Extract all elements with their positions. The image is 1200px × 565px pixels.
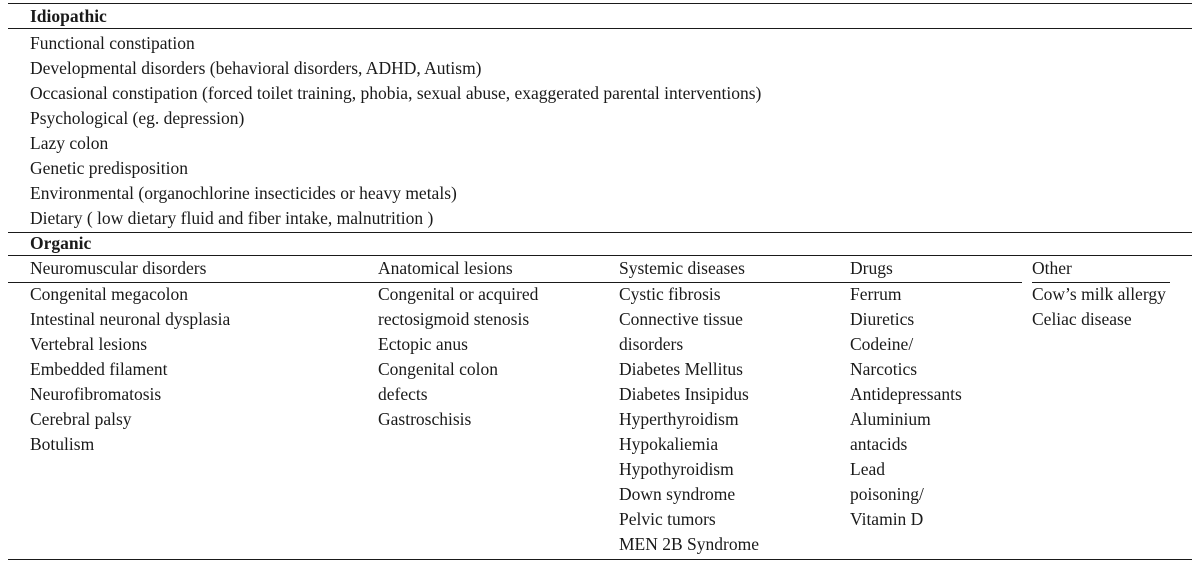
list-item: Pelvic tumors [619,509,716,529]
column-header-other: Other [1032,258,1072,278]
list-item: Psychological (eg. depression) [30,108,245,128]
drugs-list [850,282,962,532]
list-item: Congenital or acquired [378,284,539,304]
table-bottom-rule [8,559,1192,560]
list-item: Hypokaliemia [619,434,719,454]
idiopathic-heading: Idiopathic [30,6,107,26]
list-item: Hypothyroidism [619,459,734,479]
list-item: Embedded filament [30,359,168,379]
systemic-list [619,282,759,557]
column-header-anatomical: Anatomical lesions [378,258,513,278]
list-item: rectosigmoid stenosis [378,309,530,329]
list-item: Neurofibromatosis [30,384,162,404]
list-item: poisoning/ [850,484,924,504]
list-item: Congenital colon [378,359,499,379]
list-item: MEN 2B Syndrome [619,534,759,554]
list-item: defects [378,384,428,404]
column-header-systemic: Systemic diseases [619,258,745,278]
list-item: Diabetes Insipidus [619,384,749,404]
list-item: Celiac disease [1032,309,1132,329]
list-item: Connective tissue [619,309,743,329]
idiopathic-heading-rule [8,28,1192,29]
list-item: Down syndrome [619,484,736,504]
list-item: Occasional constipation (forced toilet training, phobia, sexual abuse, exaggerated parental interventions) [30,83,762,103]
list-item: Congenital megacolon [30,284,188,304]
list-item: Vitamin D [850,509,924,529]
list-item: Ferrum [850,284,902,304]
column-header-drugs: Drugs [850,258,893,278]
list-item: Diabetes Mellitus [619,359,743,379]
list-item: antacids [850,434,908,454]
organic-top-rule [8,232,1192,233]
list-item: Cow’s milk allergy [1032,284,1166,304]
other-list [1032,282,1166,332]
list-item: Botulism [30,434,95,454]
list-item: Cerebral palsy [30,409,132,429]
list-item: Ectopic anus [378,334,468,354]
list-item: disorders [619,334,684,354]
list-item: Developmental disorders (behavioral disorders, ADHD, Autism) [30,58,482,78]
list-item: Narcotics [850,359,918,379]
list-item: Cystic fibrosis [619,284,721,304]
list-item: Codeine/ [850,334,914,354]
list-item: Aluminium [850,409,931,429]
list-item: Functional constipation [30,33,195,53]
list-item: Gastroschisis [378,409,472,429]
list-item: Diuretics [850,309,915,329]
list-item: Antidepressants [850,384,962,404]
column-header-neuromuscular: Neuromuscular disorders [30,258,207,278]
list-item: Lead [850,459,885,479]
table-top-rule [8,3,1192,4]
list-item: Intestinal neuronal dysplasia [30,309,231,329]
neuromuscular-list [30,282,230,457]
list-item: Lazy colon [30,133,109,153]
list-item: Hyperthyroidism [619,409,739,429]
list-item: Vertebral lesions [30,334,148,354]
list-item: Genetic predisposition [30,158,188,178]
list-item: Dietary ( low dietary fluid and fiber intake, malnutrition ) [30,208,434,228]
organic-heading: Organic [30,233,92,253]
idiopathic-list [30,31,761,231]
anatomical-list [378,282,538,432]
list-item: Environmental (organochlorine insecticides or heavy metals) [30,183,457,203]
